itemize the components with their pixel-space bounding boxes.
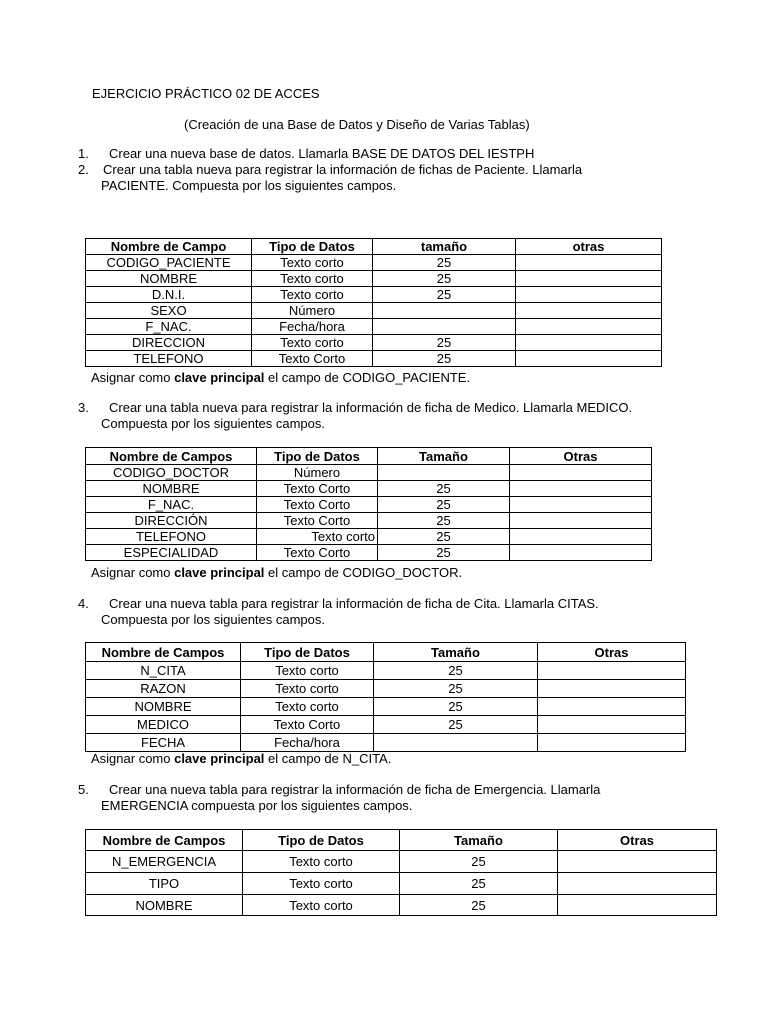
table-row: [86, 716, 686, 734]
header-cell: Otras: [510, 448, 652, 465]
table-cell: [510, 497, 652, 513]
table-row: [86, 851, 717, 873]
document-title: EJERCICIO PRÁCTICO 02 DE ACCES: [92, 86, 320, 101]
table-cell: CODIGO_PACIENTE: [86, 255, 252, 271]
table-cell: 25: [378, 513, 510, 529]
header-cell: Tipo de Datos: [257, 448, 378, 465]
table-row: [86, 255, 662, 271]
item-text-line1: Crear una nueva tabla para registrar la información de ficha de Emergencia. Llamarla: [109, 782, 601, 797]
header-cell: Otras: [558, 830, 717, 851]
table-cell: NOMBRE: [86, 481, 257, 497]
note-text: el campo de CODIGO_DOCTOR.: [264, 565, 463, 580]
item-text-line1: Crear una nueva tabla para registrar la información de ficha de Cita. Llamarla CITAS.: [109, 596, 599, 611]
table-medico: [85, 447, 652, 561]
table-header-row: [86, 643, 686, 662]
table-cell: [510, 529, 652, 545]
table-header-row: [86, 830, 717, 851]
list-item-4: [78, 596, 704, 628]
table-cell: NOMBRE: [86, 271, 252, 287]
header-cell: Tipo de Datos: [252, 239, 373, 255]
table-cell: 25: [400, 873, 558, 895]
table-cell: Texto corto: [241, 698, 374, 716]
item-text-line2: PACIENTE. Compuesta por los siguientes campos.: [101, 178, 397, 193]
item-number: 2.: [78, 162, 89, 177]
item-text-line1: Crear una tabla nueva para registrar la información de ficha de Medico. Llamarla MEDICO.: [109, 400, 633, 415]
table-row: [86, 734, 686, 752]
table-cell: Texto corto: [241, 680, 374, 698]
note-bold: clave principal: [174, 565, 265, 580]
table-cell: [558, 851, 717, 873]
table-row: [86, 481, 652, 497]
table-cell: 25: [374, 716, 538, 734]
table-cell: [378, 465, 510, 481]
table-cell: Texto corto: [243, 873, 400, 895]
header-cell: Tamaño: [400, 830, 558, 851]
header-cell: Nombre de Campo: [86, 239, 252, 255]
table-header-row: [86, 448, 652, 465]
table-cell: [516, 319, 662, 335]
table-cell: [538, 734, 686, 752]
table-cell: 25: [373, 271, 516, 287]
note-text: Asignar como: [91, 565, 175, 580]
header-cell: Tamaño: [378, 448, 510, 465]
table-cell: [516, 351, 662, 367]
table-cell: Texto corto: [252, 335, 373, 351]
table-cell: 25: [378, 545, 510, 561]
table-cell: 25: [400, 895, 558, 916]
table-row: [86, 287, 662, 303]
document-subtitle: (Creación de una Base de Datos y Diseño de Varias Tablas): [184, 117, 530, 132]
table-cell: Texto corto: [243, 851, 400, 873]
item-text-line2: Compuesta por los siguientes campos.: [101, 612, 326, 627]
table-citas: [85, 642, 686, 752]
table-cell: D.N.I.: [86, 287, 252, 303]
table-cell: CODIGO_DOCTOR: [86, 465, 257, 481]
note-text: Asignar como: [91, 751, 175, 766]
table-row: [86, 335, 662, 351]
table-emergencia: [85, 829, 717, 916]
list-item-2: [78, 162, 704, 194]
header-cell: Nombre de Campos: [86, 448, 257, 465]
table-row: [86, 698, 686, 716]
table-paciente: [85, 238, 662, 367]
table-cell: 25: [373, 351, 516, 367]
table-row: [86, 680, 686, 698]
table-cell: 25: [378, 497, 510, 513]
table-cell: 25: [378, 529, 510, 545]
table-cell: Texto corto: [252, 287, 373, 303]
table-cell: Texto Corto: [257, 545, 378, 561]
table-cell: TELEFONO: [86, 529, 257, 545]
table-cell: NOMBRE: [86, 698, 241, 716]
table-cell: Texto Corto: [257, 497, 378, 513]
table-cell: FECHA: [86, 734, 241, 752]
table-cell: [538, 716, 686, 734]
item-text-line2: EMERGENCIA compuesta por los siguientes campos.: [101, 798, 413, 813]
table-cell: 25: [400, 851, 558, 873]
table-header-row: [86, 239, 662, 255]
table-cell: Texto Corto: [241, 716, 374, 734]
table-cell: 25: [378, 481, 510, 497]
item-text: Crear una nueva base de datos. Llamarla BASE DE DATOS DEL IESTPH: [109, 146, 535, 161]
table-row: [86, 513, 652, 529]
header-cell: Nombre de Campos: [86, 830, 243, 851]
note-clave-citas: [91, 751, 391, 766]
table-cell: N_CITA: [86, 662, 241, 680]
list-item-1: [78, 146, 704, 162]
header-cell: otras: [516, 239, 662, 255]
table-cell: TIPO: [86, 873, 243, 895]
item-text-line1: Crear una tabla nueva para registrar la información de fichas de Paciente. Llamarla: [103, 162, 583, 177]
table-cell: [558, 873, 717, 895]
item-text-line2: Compuesta por los siguientes campos.: [101, 416, 326, 431]
table-cell: [373, 319, 516, 335]
table-cell: Texto Corto: [257, 513, 378, 529]
table-cell: 25: [373, 255, 516, 271]
list-item-5: [78, 782, 704, 814]
item-number: 3.: [78, 400, 89, 415]
note-text: el campo de CODIGO_PACIENTE.: [264, 370, 471, 385]
table-cell: Texto Corto: [252, 351, 373, 367]
item-number: 4.: [78, 596, 89, 611]
table-cell: 25: [373, 335, 516, 351]
table-cell: Texto corto: [257, 529, 378, 545]
header-cell: tamaño: [373, 239, 516, 255]
note-bold: clave principal: [174, 370, 265, 385]
table-cell: Texto Corto: [257, 481, 378, 497]
table-cell: Fecha/hora: [241, 734, 374, 752]
table-cell: [558, 895, 717, 916]
table-cell: Texto corto: [252, 271, 373, 287]
table-row: [86, 319, 662, 335]
table-cell: Número: [257, 465, 378, 481]
table-cell: NOMBRE: [86, 895, 243, 916]
header-cell: Nombre de Campos: [86, 643, 241, 662]
table-cell: F_NAC.: [86, 319, 252, 335]
table-row: [86, 303, 662, 319]
item-number: 5.: [78, 782, 89, 797]
table-cell: Texto corto: [243, 895, 400, 916]
note-text: Asignar como: [91, 370, 175, 385]
table-cell: [538, 680, 686, 698]
header-cell: Otras: [538, 643, 686, 662]
table-cell: [538, 698, 686, 716]
table-row: [86, 497, 652, 513]
table-cell: [373, 303, 516, 319]
table-cell: [516, 335, 662, 351]
table-cell: N_EMERGENCIA: [86, 851, 243, 873]
note-clave-paciente: [91, 370, 470, 385]
table-cell: [510, 513, 652, 529]
header-cell: Tipo de Datos: [243, 830, 400, 851]
table-cell: TELEFONO: [86, 351, 252, 367]
table-row: [86, 271, 662, 287]
table-cell: 25: [374, 662, 538, 680]
table-cell: [516, 271, 662, 287]
table-cell: [516, 255, 662, 271]
table-cell: MEDICO: [86, 716, 241, 734]
table-cell: [510, 545, 652, 561]
table-cell: [510, 465, 652, 481]
table-cell: 25: [374, 698, 538, 716]
table-cell: ESPECIALIDAD: [86, 545, 257, 561]
table-row: [86, 351, 662, 367]
table-cell: DIRECCIÓN: [86, 513, 257, 529]
table-cell: [516, 287, 662, 303]
table-cell: [510, 481, 652, 497]
table-cell: DIRECCION: [86, 335, 252, 351]
table-row: [86, 545, 652, 561]
table-cell: [516, 303, 662, 319]
note-bold: clave principal: [174, 751, 265, 766]
table-row: [86, 873, 717, 895]
note-clave-medico: [91, 565, 462, 580]
header-cell: Tamaño: [374, 643, 538, 662]
table-row: [86, 465, 652, 481]
table-cell: Texto corto: [241, 662, 374, 680]
item-number: 1.: [78, 146, 89, 161]
table-cell: 25: [373, 287, 516, 303]
table-cell: RAZON: [86, 680, 241, 698]
table-cell: [538, 662, 686, 680]
table-cell: SEXO: [86, 303, 252, 319]
table-cell: 25: [374, 680, 538, 698]
table-cell: Número: [252, 303, 373, 319]
note-text: el campo de N_CITA.: [264, 751, 392, 766]
table-cell: Fecha/hora: [252, 319, 373, 335]
table-row: [86, 529, 652, 545]
table-row: [86, 895, 717, 916]
table-cell: Texto corto: [252, 255, 373, 271]
table-cell: F_NAC.: [86, 497, 257, 513]
table-cell: [374, 734, 538, 752]
list-item-3: [78, 400, 704, 432]
table-row: [86, 662, 686, 680]
header-cell: Tipo de Datos: [241, 643, 374, 662]
